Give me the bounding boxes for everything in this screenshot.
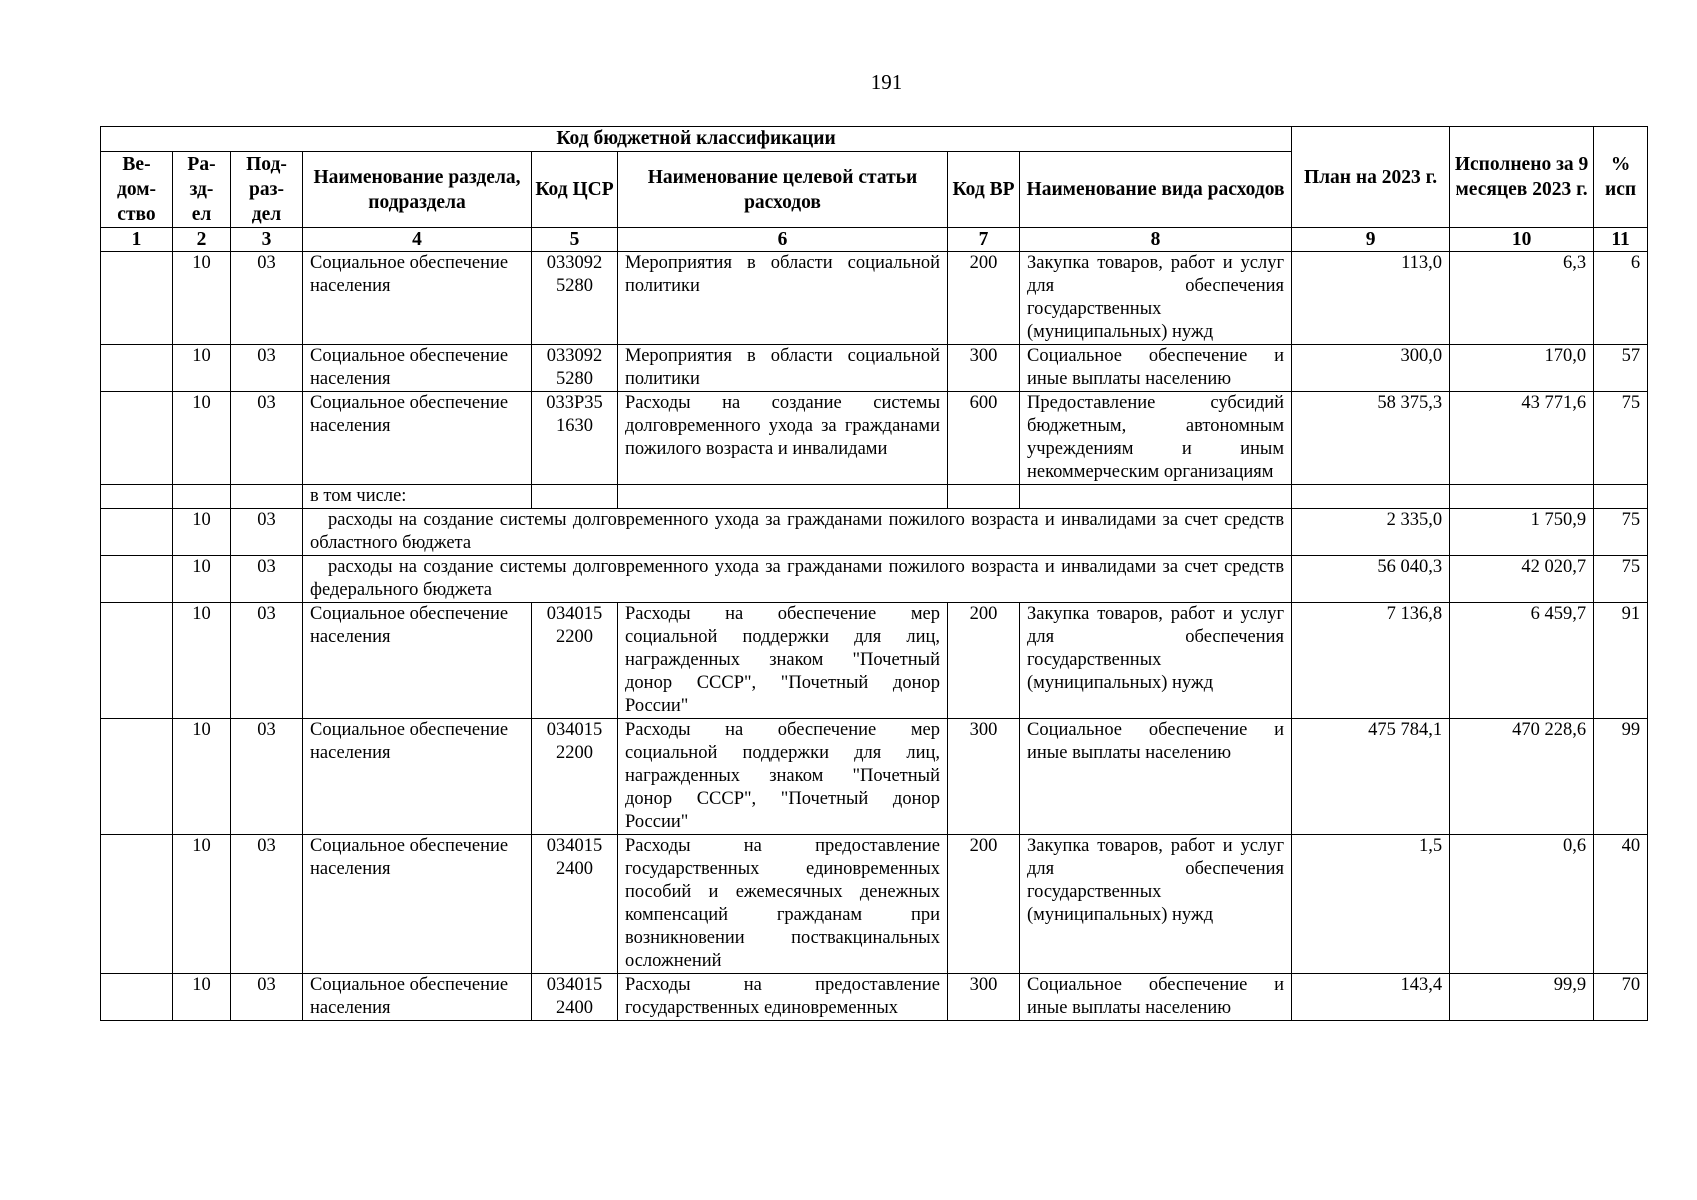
sub-row [101,556,1648,603]
cell-pct: 75 [1594,509,1648,556]
cell-podrazdel: 03 [231,603,303,719]
cell-pct: 75 [1594,556,1648,603]
cell-podrazdel: 03 [231,345,303,392]
col-vr-header: Код ВР [948,152,1020,228]
cell-razdel: 10 [173,974,231,1021]
cell-ved [101,252,173,345]
col-razdel-header: Ра- зд- ел [173,152,231,228]
including-row [101,485,1648,509]
cell-target: Расходы на создание системы долговременного ухода за гражданами пожилого возраста и инвалидами [618,392,948,485]
table-row [101,719,1648,835]
cell-ved [101,345,173,392]
cell-plan: 475 784,1 [1292,719,1450,835]
col-number: 9 [1292,228,1450,252]
cell-section: Социальное обеспечение населения [303,835,532,974]
cell-ved [101,835,173,974]
col-number: 6 [618,228,948,252]
cell-podrazdel: 03 [231,252,303,345]
cell-done: 470 228,6 [1450,719,1594,835]
cell-kind: Закупка товаров, работ и услуг для обеспечения государственных (муниципальных) нужд [1020,835,1292,974]
table-row [101,603,1648,719]
cell-done: 42 020,7 [1450,556,1594,603]
cell-razdel: 10 [173,509,231,556]
cell-razdel: 10 [173,556,231,603]
cell-plan: 58 375,3 [1292,392,1450,485]
col-pct-header: % исп [1594,127,1648,228]
col-number: 1 [101,228,173,252]
sub-row [101,509,1648,556]
cell-csr: 034015 2200 [532,603,618,719]
table-row [101,392,1648,485]
cell-plan: 7 136,8 [1292,603,1450,719]
cell-target: Расходы на предоставление государственных единовременных [618,974,948,1021]
cell-target: Мероприятия в области социальной политики [618,345,948,392]
cell-vr: 200 [948,252,1020,345]
cell-done: 43 771,6 [1450,392,1594,485]
cell-section: Социальное обеспечение населения [303,974,532,1021]
col-number: 11 [1594,228,1648,252]
cell-kind: Социальное обеспечение и иные выплаты населению [1020,345,1292,392]
budget-table [100,126,1648,1021]
cell-csr: 033092 5280 [532,252,618,345]
cell-kind: Закупка товаров, работ и услуг для обеспечения государственных (муниципальных) нужд [1020,252,1292,345]
table-row [101,345,1648,392]
cell-podrazdel: 03 [231,974,303,1021]
cell-razdel: 10 [173,252,231,345]
cell-section: Социальное обеспечение населения [303,719,532,835]
col-csr-header: Код ЦСР [532,152,618,228]
cell-done: 170,0 [1450,345,1594,392]
cell-pct: 75 [1594,392,1648,485]
cell-ved [101,392,173,485]
cell-pct: 91 [1594,603,1648,719]
cell-done: 0,6 [1450,835,1594,974]
col-kind-header: Наименование вида расходов [1020,152,1292,228]
cell-vr: 300 [948,974,1020,1021]
sub-row-text: расходы на создание системы долговременного ухода за гражданами пожилого возраста и инвалидами за счет средств федерального бюджета [303,556,1292,603]
col-section-header: Наименование раздела, подраздела [303,152,532,228]
cell-plan: 113,0 [1292,252,1450,345]
cell-pct: 40 [1594,835,1648,974]
cell-ved [101,719,173,835]
col-number: 4 [303,228,532,252]
column-number-row [101,228,1648,252]
col-number: 7 [948,228,1020,252]
budget-code-group-header: Код бюджетной классификации [101,127,1292,152]
col-done-header: Исполнено за 9 месяцев 2023 г. [1450,127,1594,228]
cell-plan: 56 040,3 [1292,556,1450,603]
col-number: 8 [1020,228,1292,252]
cell-podrazdel: 03 [231,556,303,603]
cell-done: 99,9 [1450,974,1594,1021]
cell-plan: 300,0 [1292,345,1450,392]
cell-section: Социальное обеспечение населения [303,252,532,345]
cell-pct: 57 [1594,345,1648,392]
cell-razdel: 10 [173,345,231,392]
col-number: 3 [231,228,303,252]
table-row [101,974,1648,1021]
col-plan-header: План на 2023 г. [1292,127,1450,228]
cell-section: Социальное обеспечение населения [303,392,532,485]
cell-ved [101,974,173,1021]
cell-ved [101,603,173,719]
cell-target: Расходы на предоставление государственных единовременных пособий и ежемесячных денежных компенсаций гражданам при возникновении поствакцинальных осложнений [618,835,948,974]
cell-csr: 034015 2400 [532,974,618,1021]
col-number: 10 [1450,228,1594,252]
cell-vr: 300 [948,345,1020,392]
cell-razdel: 10 [173,835,231,974]
cell-csr: 033092 5280 [532,345,618,392]
table-row [101,835,1648,974]
cell-plan: 2 335,0 [1292,509,1450,556]
including-label: в том числе: [303,485,532,509]
col-ved-header: Ве- дом- ство [101,152,173,228]
col-podrazdel-header: Под- раз- дел [231,152,303,228]
cell-podrazdel: 03 [231,835,303,974]
page-number: 191 [870,70,903,94]
cell-razdel: 10 [173,392,231,485]
cell-razdel: 10 [173,719,231,835]
cell-kind: Предоставление субсидий бюджетным, автономным учреждениям и иным некоммерческим организациям [1020,392,1292,485]
cell-podrazdel: 03 [231,509,303,556]
cell-plan: 143,4 [1292,974,1450,1021]
cell-podrazdel: 03 [231,719,303,835]
cell-target: Расходы на обеспечение мер социальной поддержки для лиц, награжденных знаком "Почетный донор СССР", "Почетный донор России" [618,603,948,719]
table-row [101,252,1648,345]
cell-vr: 200 [948,835,1020,974]
sub-row-text: расходы на создание системы долговременного ухода за гражданами пожилого возраста и инвалидами за счет средств областного бюджета [303,509,1292,556]
cell-done: 6 459,7 [1450,603,1594,719]
cell-section: Социальное обеспечение населения [303,345,532,392]
cell-pct: 70 [1594,974,1648,1021]
col-target-header: Наименование целевой статьи расходов [618,152,948,228]
cell-kind: Социальное обеспечение и иные выплаты населению [1020,974,1292,1021]
cell-vr: 600 [948,392,1020,485]
cell-vr: 200 [948,603,1020,719]
cell-csr: 034015 2200 [532,719,618,835]
cell-plan: 1,5 [1292,835,1450,974]
cell-podrazdel: 03 [231,392,303,485]
cell-done: 6,3 [1450,252,1594,345]
col-number: 5 [532,228,618,252]
col-number: 2 [173,228,231,252]
cell-kind: Социальное обеспечение и иные выплаты населению [1020,719,1292,835]
cell-kind: Закупка товаров, работ и услуг для обеспечения государственных (муниципальных) нужд [1020,603,1292,719]
cell-pct: 6 [1594,252,1648,345]
cell-csr: 033P35 1630 [532,392,618,485]
cell-razdel: 10 [173,603,231,719]
cell-target: Расходы на обеспечение мер социальной поддержки для лиц, награжденных знаком "Почетный донор СССР", "Почетный донор России" [618,719,948,835]
cell-section: Социальное обеспечение населения [303,603,532,719]
cell-done: 1 750,9 [1450,509,1594,556]
cell-pct: 99 [1594,719,1648,835]
cell-target: Мероприятия в области социальной политики [618,252,948,345]
cell-csr: 034015 2400 [532,835,618,974]
cell-vr: 300 [948,719,1020,835]
